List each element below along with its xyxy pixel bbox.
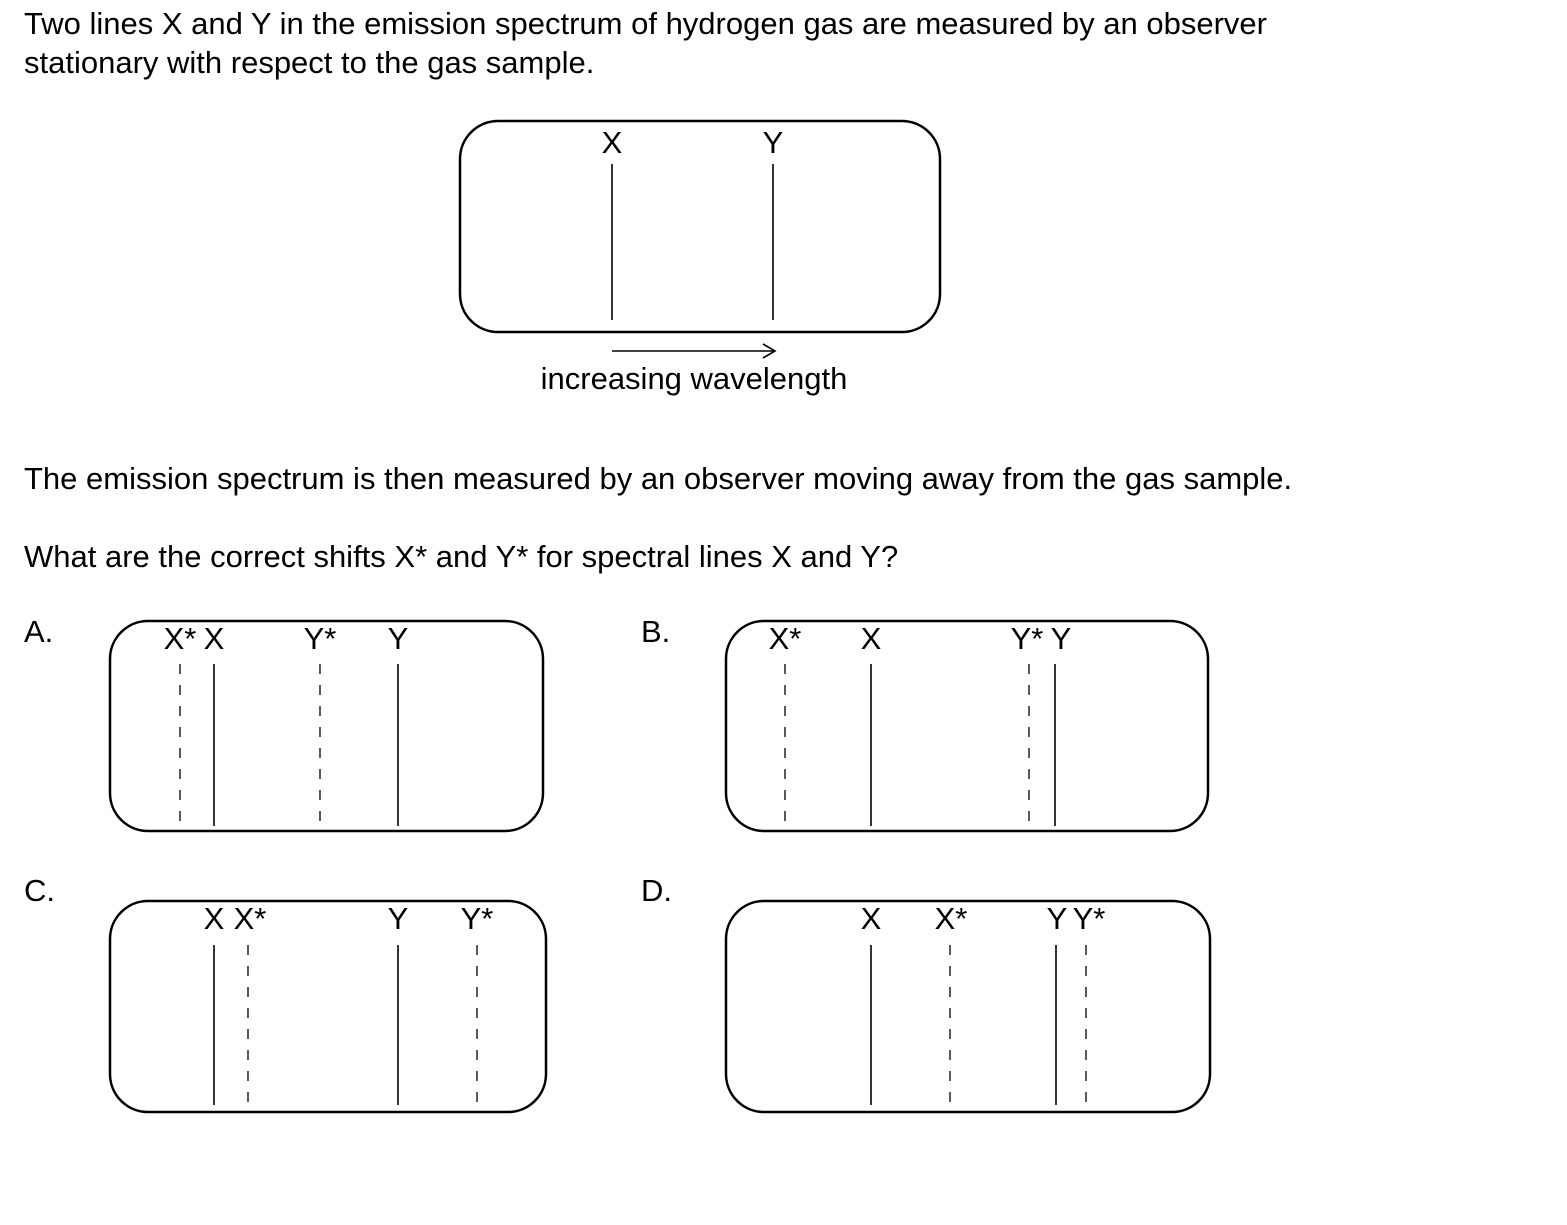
option-b-label: X xyxy=(860,621,882,656)
option-a-label: Y xyxy=(387,621,409,656)
option-d-label: X* xyxy=(934,901,968,936)
option-a-label: X* xyxy=(163,621,197,656)
option-d-box xyxy=(726,901,1210,1112)
reference-spectrum xyxy=(460,121,940,396)
option-d-label: Y* xyxy=(1072,901,1106,936)
option-c-label: X* xyxy=(233,901,267,936)
option-a-label: Y* xyxy=(303,621,337,656)
option-c-spectrum[interactable] xyxy=(110,901,546,1112)
option-c-label: X xyxy=(203,901,225,936)
wavelength-axis-label: increasing wavelength xyxy=(540,361,848,396)
option-b-label: Y xyxy=(1050,621,1072,656)
option-d-spectrum[interactable] xyxy=(726,901,1210,1112)
intro-line-1: Two lines X and Y in the emission spectrum of hydrogen gas are measured by an observer xyxy=(24,6,1267,41)
question-prompt: What are the correct shifts X* and Y* for spectral lines X and Y? xyxy=(24,539,899,574)
reference-spectrum-box xyxy=(460,121,940,332)
option-b-letter: B. xyxy=(641,614,671,649)
reference-line-label: Y xyxy=(762,125,784,160)
option-a-label: X xyxy=(203,621,225,656)
option-b-label: Y* xyxy=(1010,621,1044,656)
option-a-letter: A. xyxy=(24,614,54,649)
option-b-label: X* xyxy=(768,621,802,656)
option-d-letter: D. xyxy=(641,873,672,908)
reference-line-label: X xyxy=(601,125,623,160)
wavelength-arrow-icon xyxy=(612,344,775,358)
option-d-label: X xyxy=(860,901,882,936)
moving-observer-statement: The emission spectrum is then measured by an observer moving away from the gas sample. xyxy=(24,461,1293,496)
option-a-spectrum[interactable] xyxy=(110,621,543,831)
option-c-label: Y* xyxy=(460,901,494,936)
option-b-spectrum[interactable] xyxy=(726,621,1208,831)
option-d-label: Y xyxy=(1046,901,1068,936)
intro-line-2: stationary with respect to the gas sample. xyxy=(24,45,595,80)
option-c-label: Y xyxy=(387,901,409,936)
option-c-letter: C. xyxy=(24,873,55,908)
